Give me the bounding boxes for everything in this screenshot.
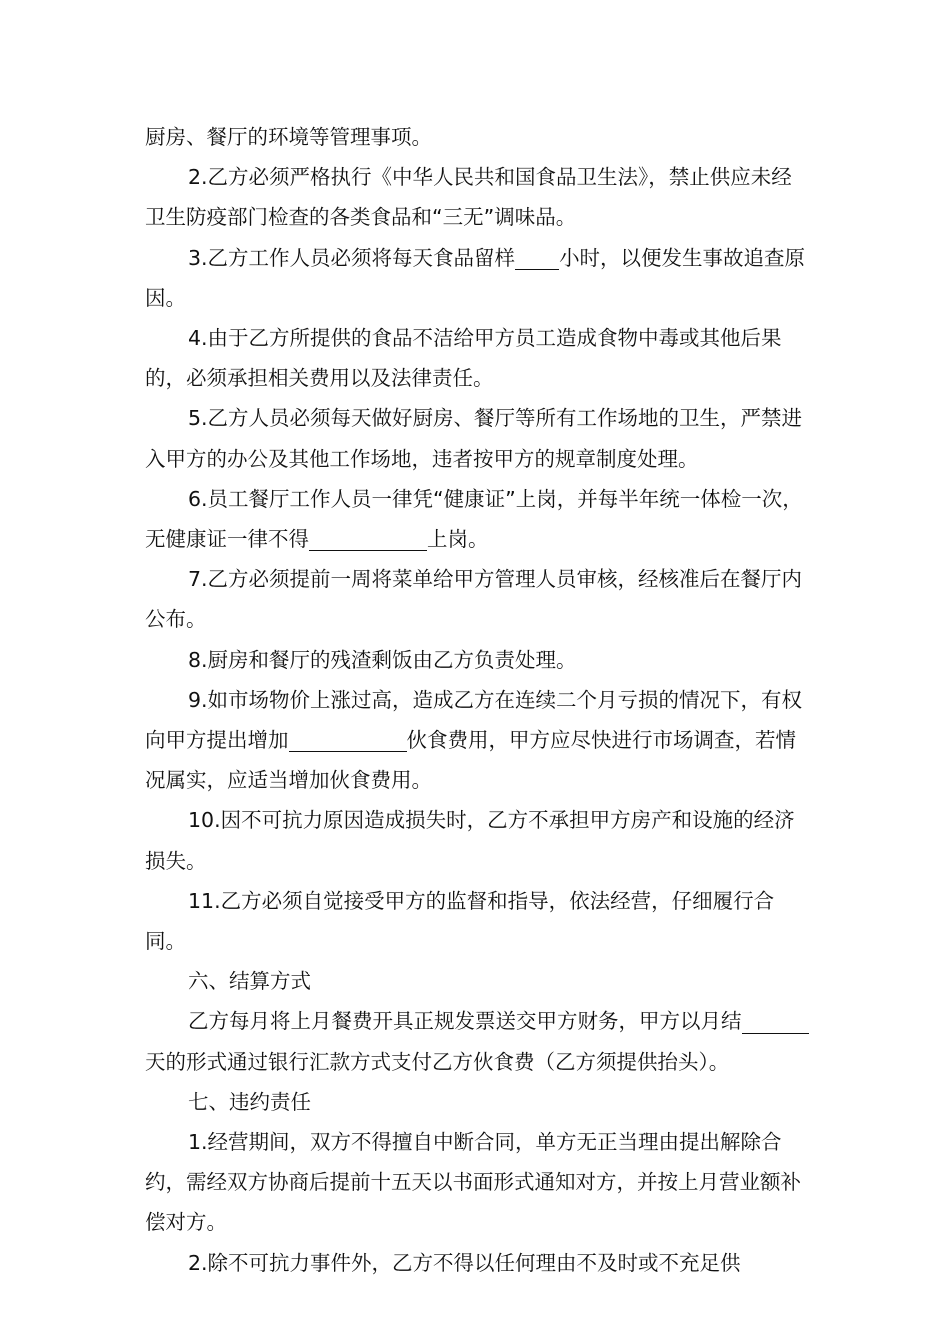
clause-text-after-blank: 伙食费用，甲方应尽快进行市场调查，若情况属实，应适当增加伙食费用。 — [145, 728, 796, 793]
fill-in-blank-days-part2 — [755, 1010, 809, 1034]
clause-supply-obligation: 2.除不可抗力事件外，乙方不得以任何理由不及时或不充足供 — [188, 1250, 741, 1275]
section-heading-settlement: 六、结算方式 — [188, 969, 311, 994]
clause-price-increase — [145, 680, 810, 801]
fill-in-blank-hours — [515, 246, 559, 270]
clause-text-after-blank: 天的形式通过银行汇款方式支付乙方伙食费（乙方须提供抬头）。 — [145, 1049, 730, 1074]
clause-text-before-blank: 3.乙方工作人员必须将每天食品留样 — [188, 245, 516, 270]
document-body — [145, 117, 810, 1283]
clause-supervision: 11.乙方必须自觉接受甲方的监督和指导，依法经营，仔细履行合同。 — [145, 888, 775, 954]
clause-leftover-disposal: 8.厨房和餐厅的残渣剩饭由乙方负责处理。 — [188, 647, 577, 672]
clause-food-hygiene-law: 2.乙方必须严格执行《中华人民共和国食品卫生法》，禁止供应未经卫生防疫部门检查的各类食品和“三无”调味品。 — [145, 165, 792, 230]
section-heading-breach: 七、违约责任 — [188, 1089, 311, 1114]
clause-text-before-blank: 乙方每月将上月餐费开具正规发票送交甲方财务，甲方以月结 — [188, 1009, 742, 1034]
fill-in-blank-health — [309, 528, 427, 552]
fill-in-blank-days-part1 — [742, 1010, 755, 1034]
fill-in-blank-meal-fee — [289, 729, 407, 753]
paragraph-environment-management: 厨房、餐厅的环境等管理事项。 — [145, 125, 432, 149]
clause-force-majeure-loss: 10.因不可抗力原因造成损失时，乙方不承担甲方房产和设施的经济损失。 — [145, 808, 795, 873]
clause-text-after-blank: 小时，以便发生事故追查原因。 — [145, 245, 806, 310]
clause-text-after-blank: 上岗。 — [427, 527, 489, 552]
clause-workplace-hygiene: 5.乙方人员必须每天做好厨房、餐厅等所有工作场地的卫生，严禁进入甲方的办公及其他工作场地，违者按甲方的规章制度处理。 — [145, 406, 803, 471]
clause-text-before-blank: 9.如市场物价上涨过高，造成乙方在连续二个月亏损的情况下，有权向甲方提出增加 — [145, 687, 803, 753]
clause-contract-termination: 1.经营期间，双方不得擅自中断合同，单方无正当理由提出解除合约，需经双方协商后提前十五天以书面形式通知对方，并按上月营业额补偿对方。 — [145, 1130, 801, 1235]
clause-health-certificate — [145, 479, 810, 559]
clause-settlement-method — [145, 1001, 810, 1081]
clause-food-sample-retention — [145, 238, 810, 318]
clause-food-poisoning-liability: 4.由于乙方所提供的食品不洁给甲方员工造成食物中毒或其他后果的，必须承担相关费用以及法律责任。 — [145, 326, 782, 391]
clause-menu-review: 7.乙方必须提前一周将菜单给甲方管理人员审核，经核准后在餐厅内公布。 — [145, 567, 803, 632]
clause-text-before-blank: 6.员工餐厅工作人员一律凭“健康证”上岗，并每半年统一体检一次，无健康证一律不得 — [145, 486, 803, 552]
